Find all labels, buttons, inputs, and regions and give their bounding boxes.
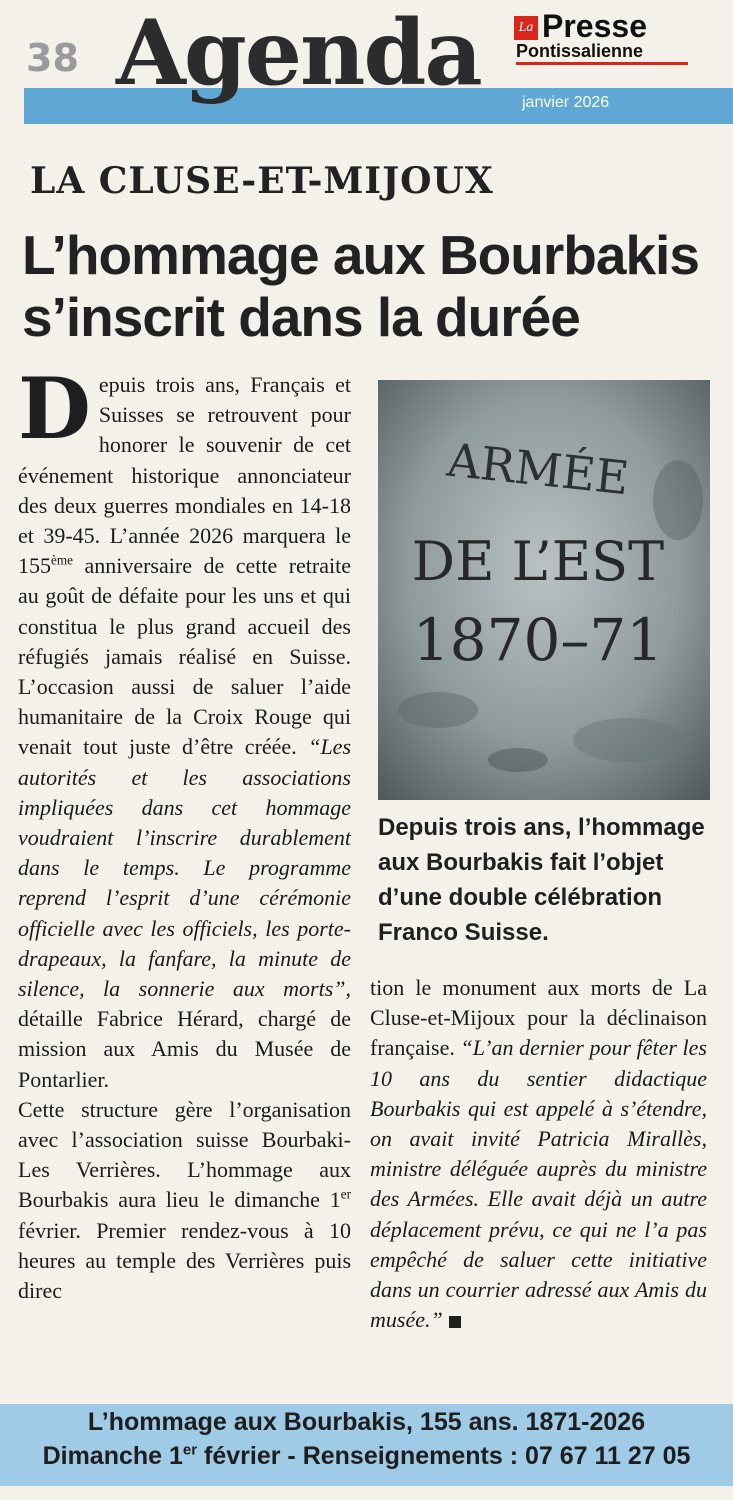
p1-text: epuis trois ans, Français et Suisses se retrouvent pour honorer le souvenir de cet événement historique annonciateur des deux guerres mondiales en 14-18 et 39-45. L’année 2026 marquera le 155 bbox=[18, 372, 351, 579]
logo-la: La bbox=[514, 16, 538, 40]
p3-text: Cette structure gère l’organisation avec l’association suisse Bourbaki-Les Verrières. L’hommage aux Bourbakis aura lieu le dimanche 1 bbox=[18, 1096, 351, 1213]
p3-superscript: er bbox=[340, 1187, 351, 1203]
issue-date: janvier 2026 bbox=[522, 94, 610, 111]
info-line-2 bbox=[0, 1442, 733, 1471]
inscription-line-2: DE L’EST bbox=[411, 530, 665, 593]
quote-2: “L’an dernier pour fêter les 10 ans du sentier didactique Bourbakis qui est appelé à s’étendre, on avait invité Patricia Mirallès, ministre déléguée auprès du ministre des Armées. Elle avait déjà un autre déplacement prévu, ce qui ne l’a pas empêché de saluer cette initiative dans un courrier adressé aux Amis du musée.” bbox=[370, 1035, 707, 1333]
info-line-2-b: février - Renseignements : 07 67 11 27 05 bbox=[197, 1442, 691, 1470]
logo-pontissalienne: Pontissalienne bbox=[516, 41, 644, 61]
info-line-2-a: Dimanche 1 bbox=[42, 1442, 183, 1470]
section-title: Agenda bbox=[116, 0, 481, 106]
p1-superscript: ème bbox=[51, 552, 73, 568]
end-mark bbox=[449, 1316, 461, 1328]
newspaper-logo bbox=[514, 8, 688, 62]
p2-text: , détaille Fabrice Hérard, chargé de mission aux Amis du Musée de Pontarlier. bbox=[18, 976, 351, 1092]
drop-cap: D bbox=[18, 359, 91, 458]
article-location: LA CLUSE-ET-MIJOUX bbox=[30, 160, 494, 202]
inscription-line-3: 1870–71 bbox=[412, 606, 664, 674]
p3-text-mid: février. Premier rendez-vous à 10 heures au temple des Verrières puis direc bbox=[18, 1217, 351, 1304]
paragraph-1 bbox=[18, 359, 351, 1095]
paragraph-3 bbox=[18, 1095, 351, 1306]
p1-text-end: anniversaire de cette retraite au goût de défaite pour les uns et qui constitua le plus grand accueil des réfugiés jamais réalisé en Suisse. L’occasion aussi de saluer l’aide humanitaire de la Croix Rouge qui venait tout juste d’être créée. bbox=[18, 553, 351, 760]
logo-underline bbox=[516, 62, 688, 65]
article-column-left bbox=[18, 359, 351, 1306]
inscription-line-1: ARMÉE bbox=[444, 432, 632, 506]
page-number: 38 bbox=[26, 36, 79, 80]
article-headline: L’hommage aux Bourbakis s’inscrit dans la durée bbox=[22, 224, 699, 348]
p3-cont: tion le monument aux morts de La Cluse-et-Mijoux pour la déclinaison française. bbox=[370, 975, 707, 1061]
info-line-2-sup: er bbox=[182, 1441, 198, 1459]
quote-1: “Les autorités et les associations impliquées dans cet hommage voudraient l’inscrire durablement dans le temps. Le programme reprend l’esprit d’une cérémonie officielle avec les officiels, les porte-drapeaux, la fanfare, la minute de silence, la sonnerie aux morts” bbox=[18, 734, 351, 1002]
paragraph-3-continued bbox=[370, 973, 707, 1335]
info-line-1: L’hommage aux Bourbakis, 155 ans. 1871-2026 bbox=[87, 1408, 646, 1436]
monument-photo bbox=[378, 380, 710, 800]
photo-caption: Depuis trois ans, l’hommage aux Bourbakis fait l’objet d’une double célébration Franco Suisse. bbox=[378, 814, 705, 946]
logo-presse: Presse bbox=[542, 8, 647, 44]
article-column-right bbox=[370, 973, 707, 1335]
